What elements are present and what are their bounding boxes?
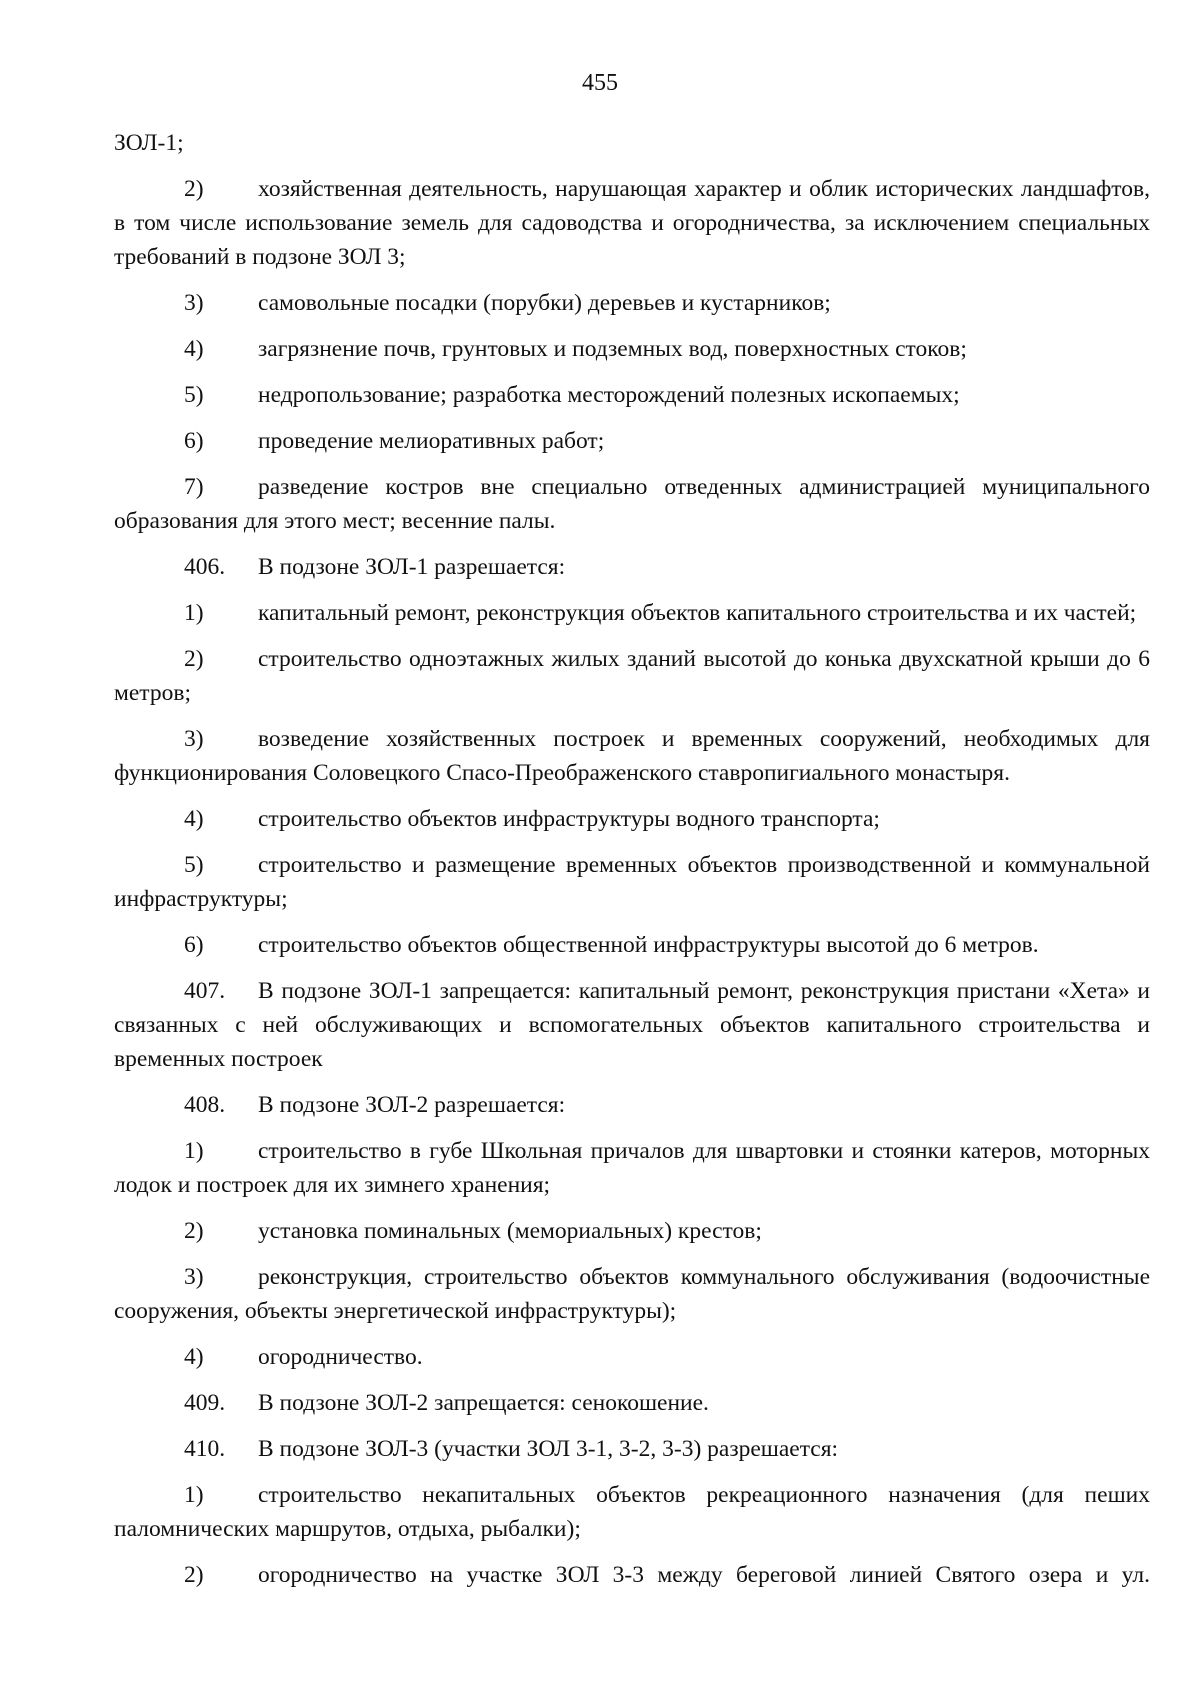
section-item <box>114 1088 1150 1122</box>
list-item <box>114 596 1150 630</box>
section-text: В подзоне ЗОЛ-2 разрешается: <box>258 1092 566 1118</box>
list-item <box>114 1260 1150 1328</box>
list-item <box>114 848 1150 916</box>
item-label: 3) <box>184 290 204 316</box>
item-label: 3) <box>184 726 204 752</box>
item-label: 4) <box>184 336 204 362</box>
section-item <box>114 1386 1150 1420</box>
item-label: 6) <box>184 428 204 454</box>
item-text: реконструкция, строительство объектов коммунального обслуживания (водоочистные сооружения, объекты энергетической инфраструктуры); <box>114 1264 1150 1324</box>
section-item <box>114 550 1150 584</box>
section-number: 407. <box>184 978 226 1004</box>
paragraph-text: ЗОЛ-1; <box>114 130 184 156</box>
list-item <box>114 1134 1150 1202</box>
item-label: 2) <box>184 646 204 672</box>
list-item <box>114 1214 1150 1248</box>
section-number: 406. <box>184 554 226 580</box>
list-item <box>114 378 1150 412</box>
list-item <box>114 286 1150 320</box>
item-label: 1) <box>184 600 204 626</box>
list-item <box>114 172 1150 274</box>
section-text: В подзоне ЗОЛ-1 запрещается: капитальный ремонт, реконструкция пристани «Хета» и связанных с ней обслуживающих и вспомогательных объектов капитального строительства и временных построек <box>114 978 1150 1072</box>
item-text: строительство и размещение временных объектов производственной и коммунальной инфраструктуры; <box>114 852 1150 912</box>
item-text: хозяйственная деятельность, нарушающая характер и облик исторических ландшафтов, в том числе использование земель для садоводства и огородничества, за исключением специальных требований в подзоне ЗОЛ 3; <box>114 176 1150 270</box>
section-number: 409. <box>184 1390 226 1416</box>
section-number: 408. <box>184 1092 226 1118</box>
list-item <box>114 332 1150 366</box>
item-label: 7) <box>184 474 204 500</box>
item-text: недропользование; разработка месторождений полезных ископаемых; <box>258 382 960 408</box>
item-text: установка поминальных (мемориальных) крестов; <box>258 1218 762 1244</box>
page-number: 455 <box>582 70 618 96</box>
item-label: 1) <box>184 1138 204 1164</box>
item-text: строительство одноэтажных жилых зданий высотой до конька двухскатной крыши до 6 метров; <box>114 646 1150 706</box>
item-text: строительство объектов общественной инфраструктуры высотой до 6 метров. <box>258 932 1039 958</box>
item-label: 5) <box>184 852 204 878</box>
section-text: В подзоне ЗОЛ-3 (участки ЗОЛ 3-1, 3-2, 3-3) разрешается: <box>258 1436 839 1462</box>
item-text: возведение хозяйственных построек и временных сооружений, необходимых для функционирования Соловецкого Спасо-Преображенского ставропигиального монастыря. <box>114 726 1150 786</box>
list-item <box>114 642 1150 710</box>
list-item <box>114 1340 1150 1374</box>
list-item <box>114 1478 1150 1546</box>
paragraph <box>114 126 1150 160</box>
item-label: 4) <box>184 1344 204 1370</box>
list-item <box>114 1558 1150 1592</box>
item-text: самовольные посадки (порубки) деревьев и кустарников; <box>258 290 831 316</box>
item-label: 2) <box>184 1562 204 1588</box>
item-label: 3) <box>184 1264 204 1290</box>
section-text: В подзоне ЗОЛ-1 разрешается: <box>258 554 566 580</box>
list-item <box>114 424 1150 458</box>
section-text: В подзоне ЗОЛ-2 запрещается: сенокошение. <box>258 1390 709 1416</box>
item-text: огородничество. <box>258 1344 423 1370</box>
section-number: 410. <box>184 1436 226 1462</box>
item-label: 1) <box>184 1482 204 1508</box>
item-text: разведение костров вне специально отведенных администрацией муниципального образования для этого мест; весенние палы. <box>114 474 1150 534</box>
list-item <box>114 470 1150 538</box>
list-item <box>114 928 1150 962</box>
item-label: 4) <box>184 806 204 832</box>
item-text: строительство объектов инфраструктуры водного транспорта; <box>258 806 880 832</box>
item-text: огородничество на участке ЗОЛ 3-3 между береговой линией Святого озера и ул. <box>258 1562 1150 1588</box>
item-text: капитальный ремонт, реконструкция объектов капитального строительства и их частей; <box>258 600 1137 626</box>
item-label: 5) <box>184 382 204 408</box>
item-text: загрязнение почв, грунтовых и подземных вод, поверхностных стоков; <box>258 336 967 362</box>
item-label: 6) <box>184 932 204 958</box>
item-text: строительство в губе Школьная причалов для швартовки и стоянки катеров, моторных лодок и построек для их зимнего хранения; <box>114 1138 1150 1198</box>
item-text: проведение мелиоративных работ; <box>258 428 605 454</box>
list-item <box>114 722 1150 790</box>
section-item <box>114 974 1150 1076</box>
section-item <box>114 1432 1150 1466</box>
item-text: строительство некапитальных объектов рекреационного назначения (для пеших паломнических маршрутов, отдыха, рыбалки); <box>114 1482 1150 1542</box>
document-body <box>114 126 1150 1604</box>
list-item <box>114 802 1150 836</box>
item-label: 2) <box>184 1218 204 1244</box>
item-label: 2) <box>184 176 204 202</box>
